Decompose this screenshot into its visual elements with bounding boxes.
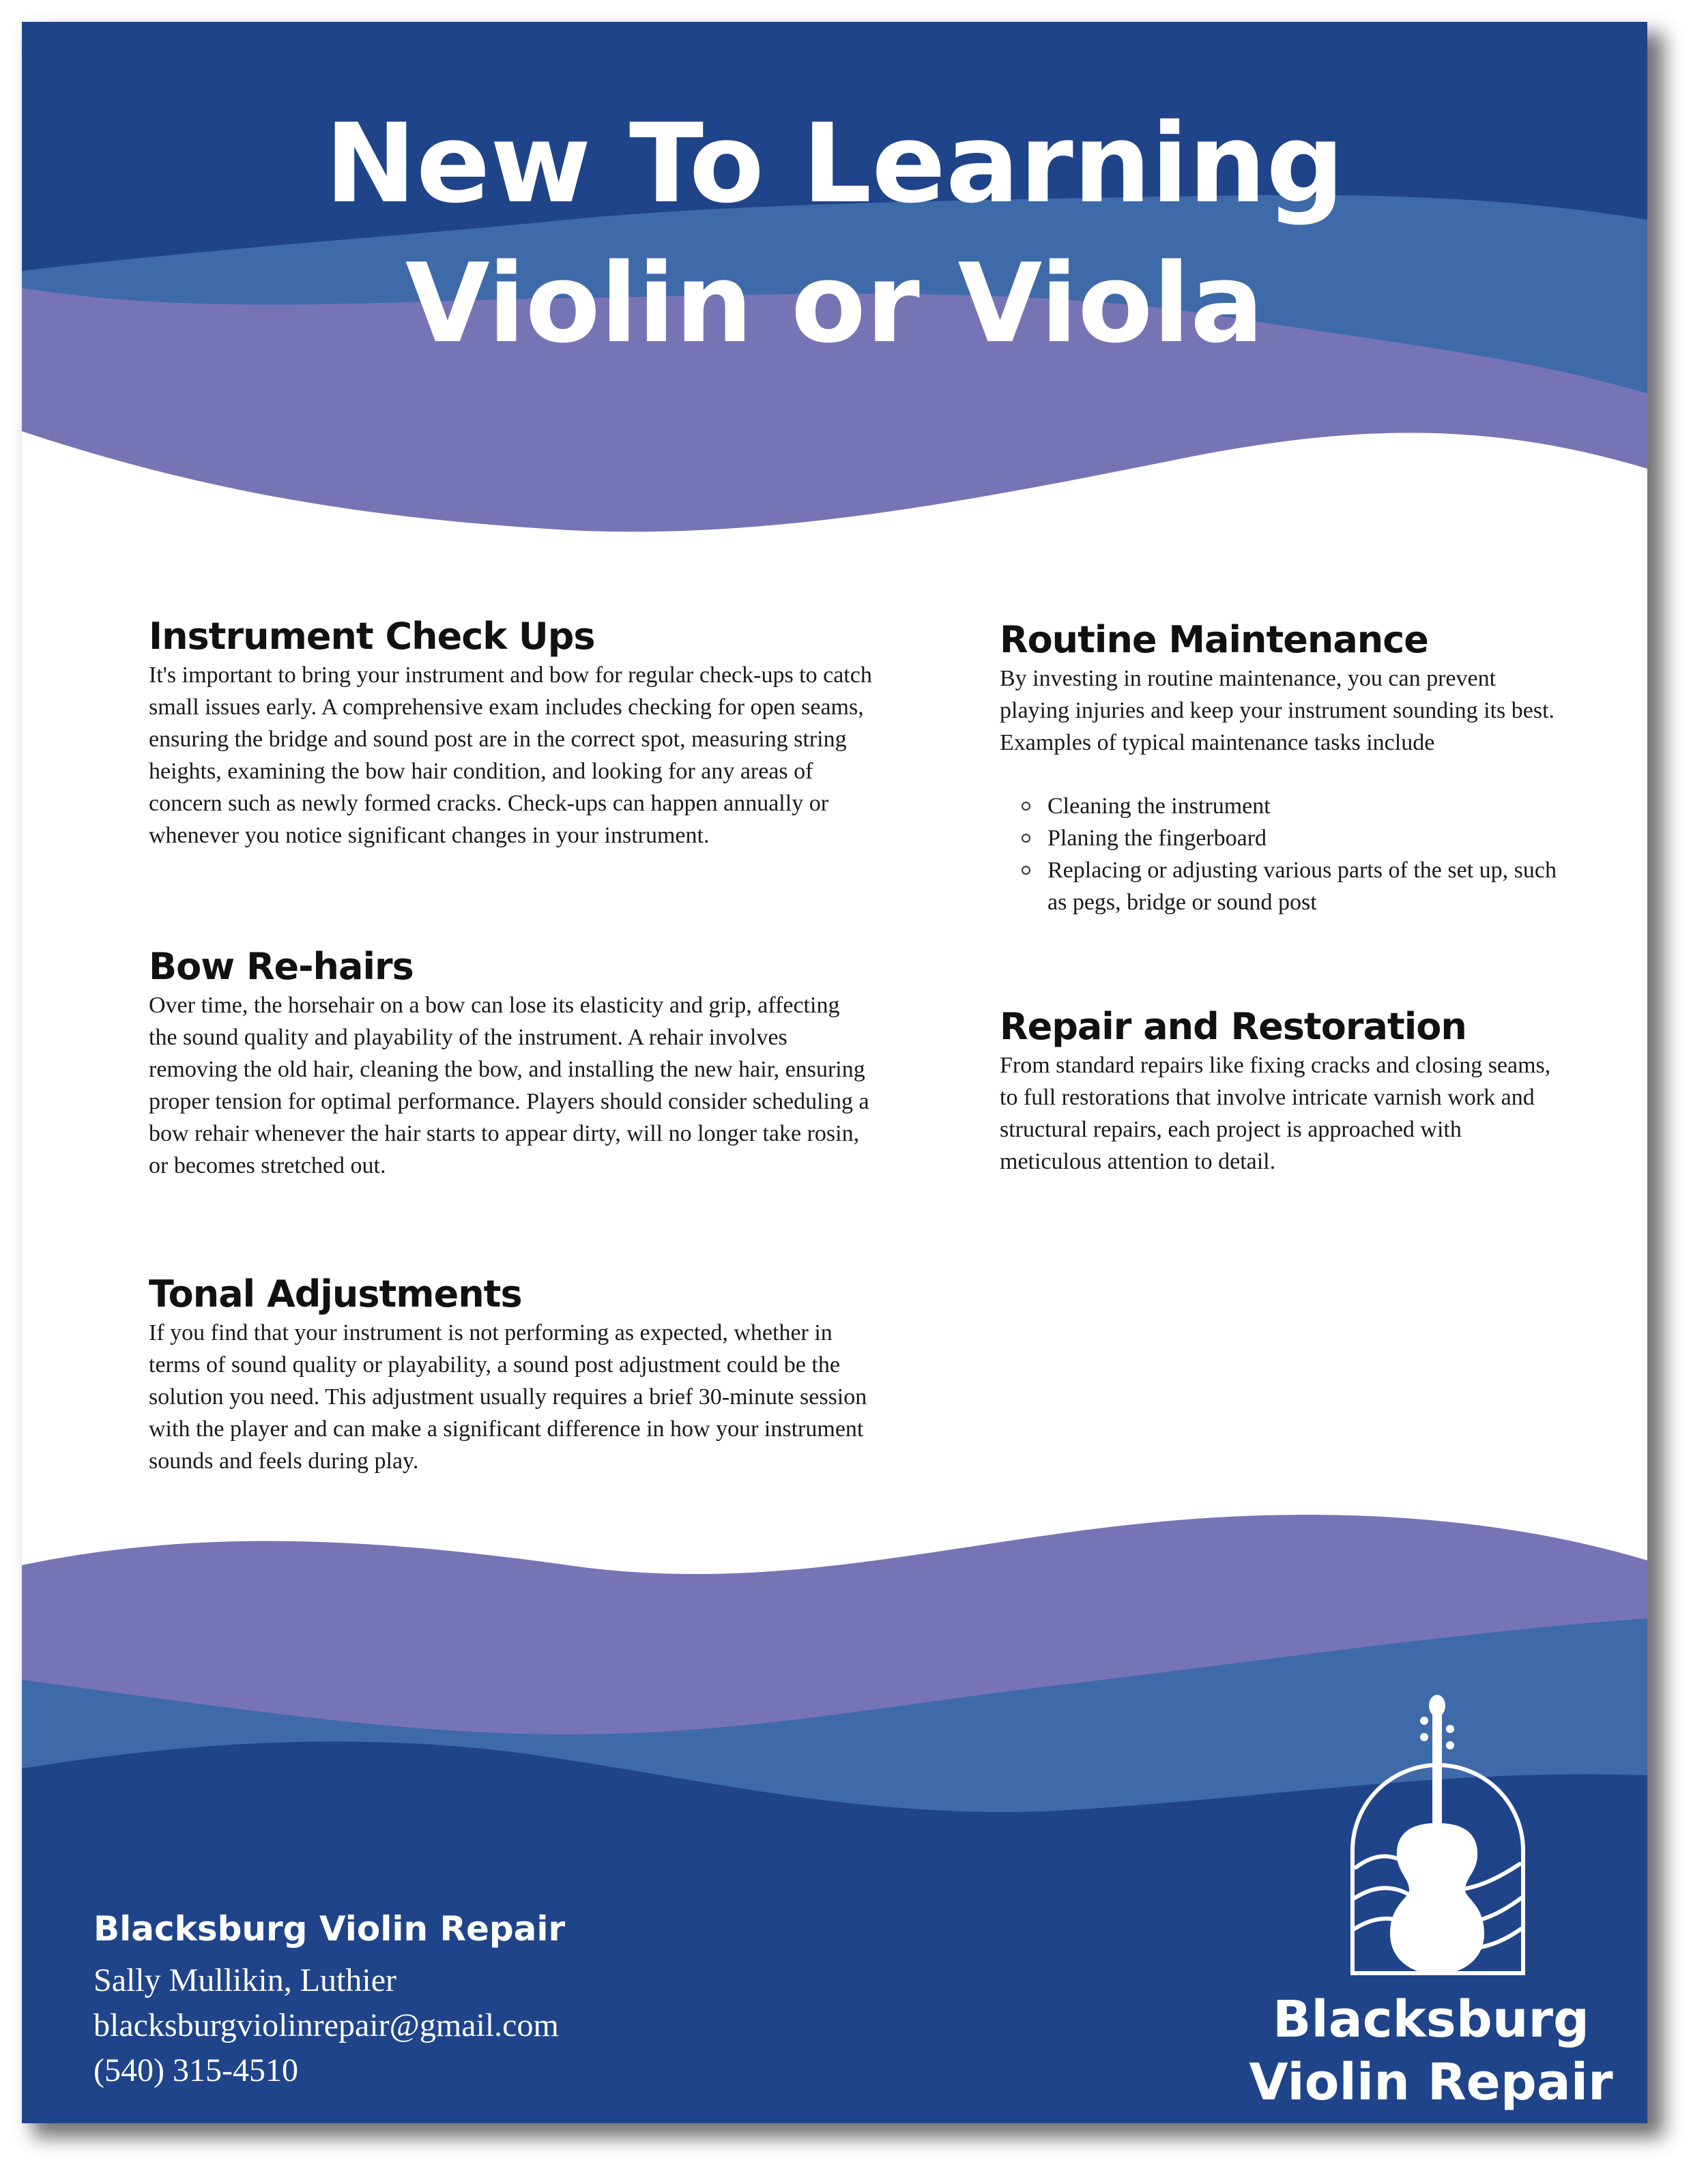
section-tonal-adjustments [149, 1272, 872, 1477]
section-heading: Routine Maintenance [1000, 618, 1428, 661]
section-heading: Tonal Adjustments [149, 1272, 522, 1315]
section-instrument-checkups [149, 614, 872, 851]
contact-business-name: Blacksburg Violin Repair [93, 1909, 566, 1949]
flyer-page [22, 22, 1647, 2123]
brand-wordmark [1237, 1988, 1625, 2114]
section-heading: Instrument Check Ups [149, 615, 595, 658]
section-heading: Bow Re-hairs [149, 945, 414, 988]
title-line-1: New To Learning [325, 100, 1344, 227]
contact-person: Sally Mullikin, Luthier [93, 1962, 396, 1998]
section-repair-restoration [1000, 1004, 1559, 1178]
maintenance-list [1000, 790, 1559, 918]
section-routine-maintenance [1000, 617, 1559, 918]
section-body: It's important to bring your instrument and bow for regular check-ups to catch small issues early. A comprehensive exam includes checking for open seams, ensuring the bridge and sound post are in the correct spot, measuring string heights, examining the bow hair condition, and looking for any areas of concern such as newly formed cracks. Check-ups can happen annually or whenever you notice significant changes in your instrument. [149, 663, 872, 848]
section-heading: Repair and Restoration [1000, 1005, 1466, 1048]
title-line-2: Violin or Viola [405, 239, 1264, 367]
list-item: Planing the fingerboard [1047, 822, 1559, 854]
contact-phone: (540) 315-4510 [93, 2052, 298, 2088]
section-body: Over time, the horsehair on a bow can lose its elasticity and grip, affecting the sound quality and playability of the instrument. A rehair involves removing the old hair, cleaning the bow, and installing the new hair, ensuring proper tension for optimal performance. Players should consider scheduling a bow rehair whenever the hair starts to appear dirty, will no longer take rosin, or becomes stretched out. [149, 993, 869, 1178]
section-body: From standard repairs like fixing cracks and closing seams, to full restorations that involve intricate varnish work and structural repairs, each project is approached with meticulous attention to detail. [1000, 1053, 1551, 1174]
page-title [22, 93, 1647, 373]
list-item: Cleaning the instrument [1047, 790, 1559, 822]
section-body: By investing in routine maintenance, you can prevent playing injuries and keep your instrument sounding its best. Examples of typical maintenance tasks include [1000, 666, 1555, 755]
section-body: If you find that your instrument is not performing as expected, whether in terms of sound quality or playability, a sound post adjustment could be the solution you need. This adjustment usually requires a brief 30-minute session with the player and can make a significant difference in how your instrument sounds and feels during play. [149, 1320, 867, 1474]
list-item: Replacing or adjusting various parts of the set up, such as pegs, bridge or sound post [1047, 854, 1559, 918]
violin-arch-icon [1322, 1693, 1554, 1980]
section-bow-rehairs [149, 944, 872, 1182]
contact-block [93, 1905, 565, 2093]
brand-line-1: Blacksburg [1273, 1990, 1589, 2049]
contact-email: blacksburgviolinrepair@gmail.com [93, 2007, 559, 2043]
brand-line-2: Violin Repair [1249, 2053, 1613, 2112]
